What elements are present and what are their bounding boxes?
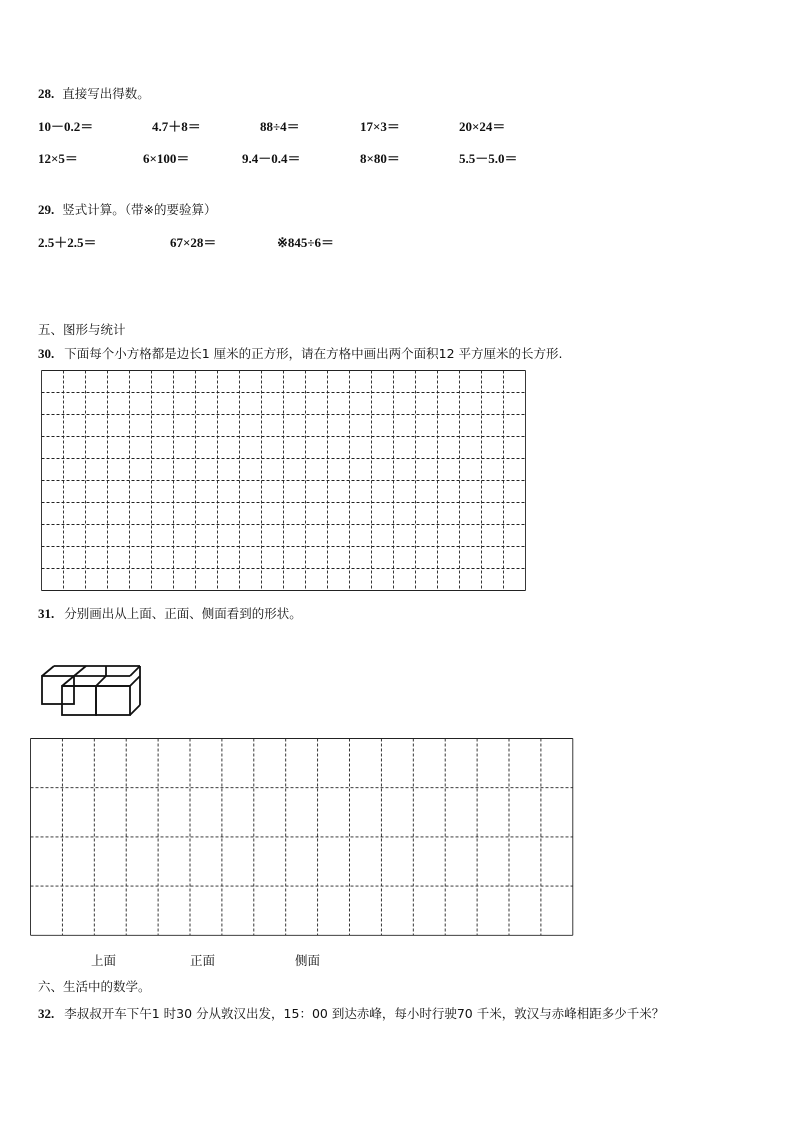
- q28-title: 直接写出得数。: [62, 86, 150, 101]
- q31-number: 31.: [38, 606, 55, 621]
- cube-figure: [40, 664, 144, 718]
- view-label-top: 上面: [91, 953, 117, 968]
- q32-title: 李叔叔开车下午1 时30 分从敦汉出发，15：00 到达赤峰，每小时行驶70 千米，敦汉与赤峰相距多少千米？: [64, 1006, 665, 1021]
- q28-item: 20×24＝: [459, 119, 506, 134]
- q29-item: ※845÷6＝: [277, 235, 335, 250]
- q28-item: 12×5＝: [38, 151, 78, 166]
- square-grid[interactable]: [41, 370, 527, 593]
- q31-title: 分别画出从上面、正面、侧面看到的形状。: [64, 606, 302, 621]
- q29-title: 竖式计算。（带※的要验算）: [62, 202, 217, 217]
- view-label-side: 侧面: [295, 953, 321, 968]
- view-label-front: 正面: [190, 953, 216, 968]
- q29-item: 67×28＝: [170, 235, 217, 250]
- q29-number: 29.: [38, 202, 55, 217]
- q32-number: 32.: [38, 1006, 55, 1021]
- q30-number: 30.: [38, 346, 55, 361]
- q28-item: 9.4－0.4＝: [242, 151, 301, 166]
- q29-heading: [38, 200, 216, 218]
- q30-title: 下面每个小方格都是边长1 厘米的正方形，请在方格中画出两个面积12 平方厘米的长方形.: [64, 346, 563, 361]
- q28-item: 10－0.2＝: [38, 119, 94, 134]
- q28-item: 5.5－5.0＝: [459, 151, 518, 166]
- q31-heading: [38, 604, 302, 622]
- q30-heading: [38, 344, 563, 362]
- view-drawing-grid[interactable]: [30, 738, 574, 936]
- q28-item: 4.7＋8＝: [152, 119, 201, 134]
- q32-heading: [38, 1004, 664, 1022]
- q28-heading: [38, 84, 150, 102]
- q28-item: 88÷4＝: [260, 119, 300, 134]
- q29-item: 2.5＋2.5＝: [38, 235, 97, 250]
- q28-item: 17×3＝: [360, 119, 400, 134]
- section-5-title: 五、图形与统计: [38, 322, 126, 337]
- q28-item: 6×100＝: [143, 151, 190, 166]
- q28-item: 8×80＝: [360, 151, 400, 166]
- section-6-title: 六、生活中的数学。: [38, 979, 151, 994]
- q28-number: 28.: [38, 86, 55, 101]
